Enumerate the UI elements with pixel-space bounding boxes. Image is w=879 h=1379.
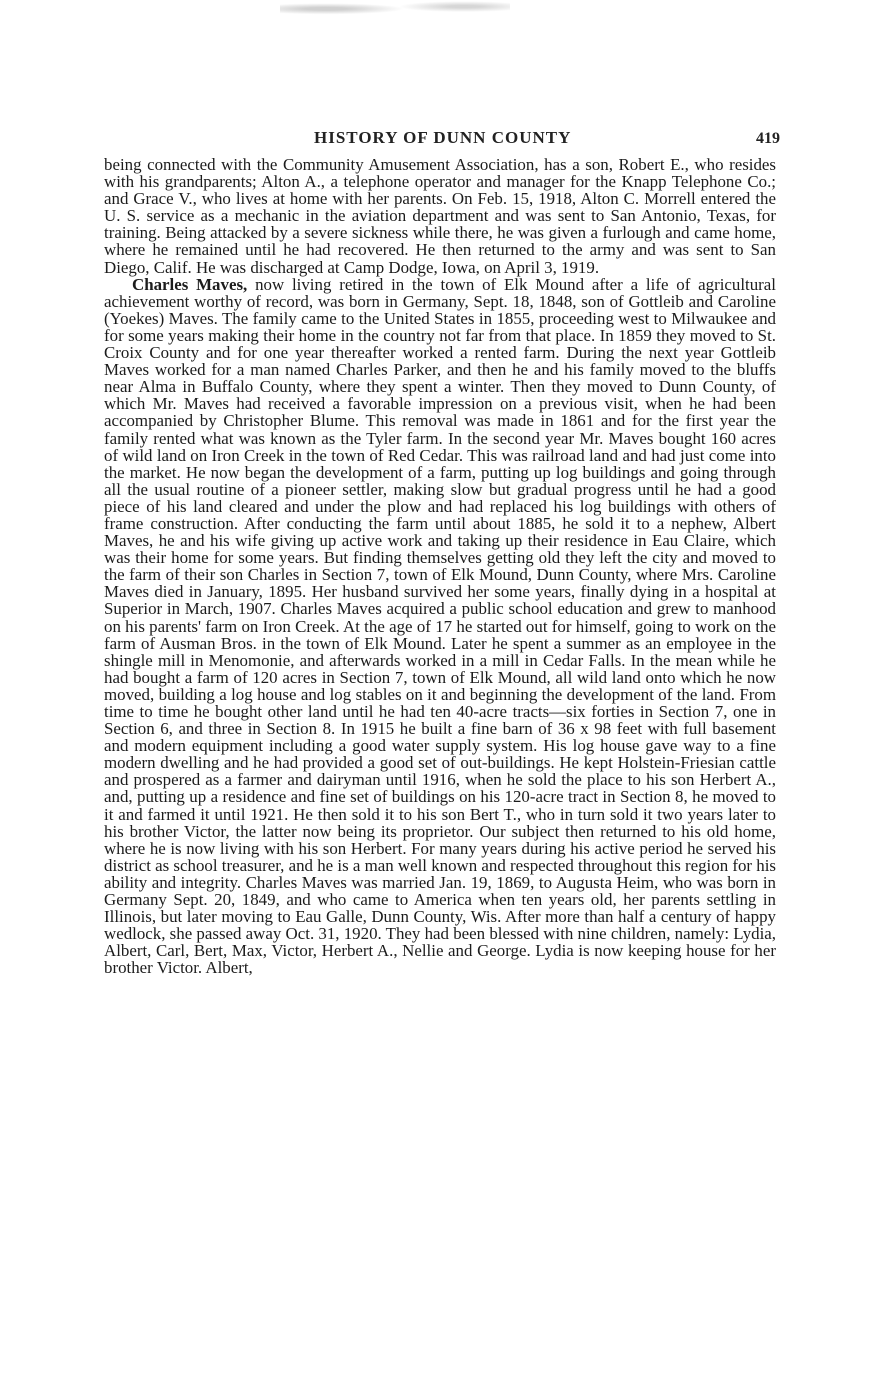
page-number: 419 xyxy=(756,130,780,147)
paragraph-text: now living retired in the town of Elk Mound after a life of agricultural achievement worthy of record, was born in Germany, Sept. 18, 1848, son of Gottleib and Caroline (Yoekes) Maves. The family came to the United States in 1855, proceeding west to Milwaukee and for some years making their home in the country not far from that place. In 1859 they moved to St. Croix County and for one year thereafter worked a rented farm. During the next year Gottleib Maves worked for a man named Charles Parker, and then he and his family moved to the bluffs near Alma in Buffalo County, where they spent a winter. Then they moved to Dunn County, of which Mr. Maves had received a favorable impression on a previous visit, when he had been accompanied by Christopher Blume. This removal was made in 1861 and for the first year the family rented what was known as the Tyler farm. In the second year Mr. Maves bought 160 acres of wild land on Iron Creek in the town of Red Cedar. This was railroad land and had just come into the market. He now began the development of a farm, putting up log buildings and going through all the usual routine of a pioneer settler, making slow but gradual progress until he had a good piece of his land cleared and under the plow and had replaced his log buildings with others of frame construction. After conducting the farm until about 1885, he sold it to a nephew, Albert Maves, he and his wife giving up active work and taking up their residence in Eau Claire, which was their home for some years. But finding themselves getting old they left the city and moved to the farm of their son Charles in Section 7, town of Elk Mound, Dunn County, where Mrs. Caroline Maves died in January, 1895. Her husband survived her some years, finally dying in a hospital at Superior in March, 1907. Charles Maves acquired a public school education and grew to manhood on his parents' farm on Iron Creek. At the age of 17 he started out for himself, going to work on the farm of Ausman Bros. in the town of Elk Mound. Later he spent a summer as an employee in the shingle mill in Menomonie, and afterwards worked in a mill in Cedar Falls. In the mean while he had bought a farm of 120 acres in Section 7, town of Elk Mound, all wild land onto which he now moved, building a log house and log stables on it and beginning the development of the land. From time to time he bought other land until he had ten 40-acre tracts—six forties in Section 7, one in Section 6, and three in Section 8. In 1915 he built a fine barn of 36 x 98 feet with full basement and modern equipment including a good water supply system. His log house gave way to a fine modern dwelling and he had provided a good set of out-buildings. He kept Holstein-Friesian cattle and prospered as a farmer and dairyman until 1916, when he sold the place to his son Herbert A., and, putting up a residence and fine set of buildings on his 120-acre tract in Section 8, he moved to it and farmed it until 1921. He then sold it to his son Bert T., who in turn sold it two years later to his brother Victor, the latter now being its proprietor. Our subject then returned to his old home, where he is now living with his son Herbert. For many years during his active period he served his district as school treasurer, and he is a man well known and respected throughout this region for his ability and integrity. Charles Maves was married Jan. 19, 1869, to Augusta Heim, who was born in Germany Sept. 20, 1849, and who came to America when ten years old, her parents settling in Illinois, but later moving to Eau Galle, Dunn County, Wis. After more than half a century of happy wedlock, she passed away Oct. 31, 1920. They had been blessed with nine children, namely: Lydia, Albert, Carl, Bert, Max, Victor, Herbert A., Nellie and George. Lydia is now keeping house for her brother Victor. Albert, xyxy=(104,274,776,978)
body-text xyxy=(104,156,776,977)
paragraph-charles-maves xyxy=(104,276,776,977)
paragraph-continuation xyxy=(104,156,776,276)
paragraph-text: being connected with the Community Amusement Association, has a son, Robert E., who resides with his grandparents; Alton A., a telephone operator and manager for the Knapp Telephone Co.; and Grace V., who lives at home with her parents. On Feb. 15, 1918, Alton C. Morrell entered the U. S. service as a mechanic in the aviation department and was sent to San Antonio, Texas, for training. Being attacked by a severe sickness while there, he was given a furlough and came home, where he remained until he had recovered. He then returned to the army and was sent to San Diego, Calif. He was discharged at Camp Dodge, Iowa, on April 3, 1919. xyxy=(104,155,776,277)
page-header xyxy=(104,124,784,150)
biography-subject-name: Charles Maves, xyxy=(132,274,248,294)
running-head: HISTORY OF DUNN COUNTY xyxy=(314,128,572,147)
scan-smudge xyxy=(280,0,510,22)
